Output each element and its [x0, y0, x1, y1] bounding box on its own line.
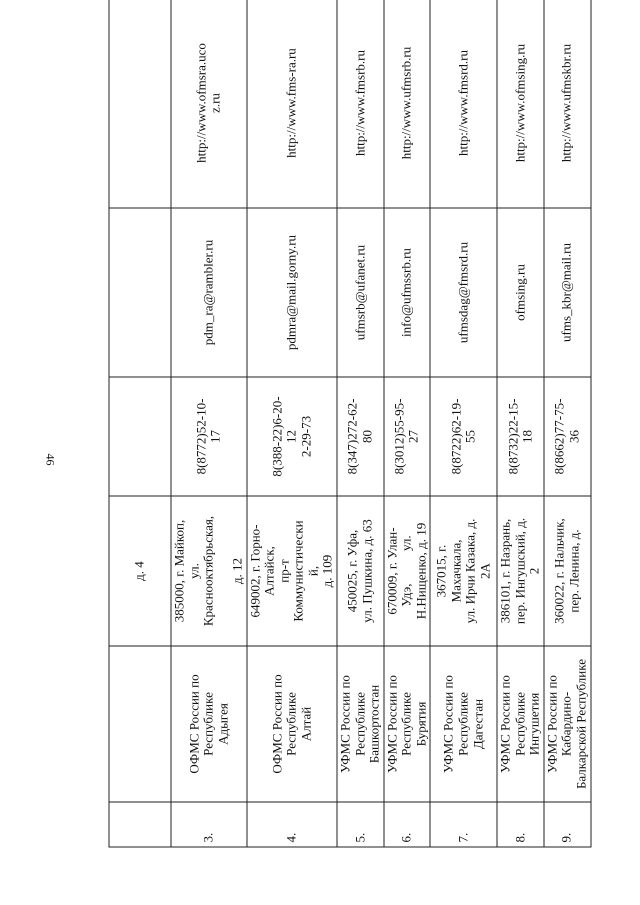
table-row	[497, 0, 544, 847]
cell-site	[384, 0, 431, 208]
cell-name	[384, 646, 431, 802]
cell-num: 4.	[247, 802, 337, 847]
cell-num: 8.	[497, 802, 544, 847]
cell-address	[337, 496, 384, 646]
cell-name	[337, 646, 384, 802]
cell-name	[544, 646, 591, 802]
address-line: Н.Нищенко, д. 19	[413, 522, 429, 619]
cell-phone	[430, 377, 497, 496]
cell-address	[544, 496, 591, 646]
cell-address	[109, 496, 171, 646]
name-line: УФМС России по Республике	[440, 674, 471, 773]
cell-num	[109, 802, 171, 847]
address-line: пер. Ленина, д.	[566, 528, 582, 613]
cell-site	[337, 0, 384, 208]
cell-num: 5.	[337, 802, 384, 847]
table-row	[337, 0, 384, 847]
address-line: й,	[305, 565, 321, 576]
cell-site	[430, 0, 497, 208]
address-line: 386101, г. Назрань,	[497, 518, 513, 623]
cell-email: pdm_ra@rambler.ru	[171, 208, 247, 377]
name-line: Алтай	[298, 706, 314, 741]
site-line: http://www.ufmsrb.ru	[398, 46, 414, 159]
cell-num: 9.	[544, 802, 591, 847]
name-line: УФМС России по Республике	[337, 674, 368, 773]
name-line: Балкарской Республике	[573, 658, 589, 789]
cell-address	[247, 496, 337, 646]
site-line: http://www.ofmsra.uco	[193, 42, 209, 163]
address-line: д. 12	[229, 557, 245, 584]
cell-num: 6.	[384, 802, 431, 847]
cell-phone	[247, 377, 337, 496]
cell-address	[430, 496, 497, 646]
cell-name	[171, 646, 247, 802]
address-line: 450025, г. Уфа,	[344, 529, 360, 612]
address-line: Краснооктябрьская,	[200, 515, 216, 626]
cell-site	[247, 0, 337, 208]
phone-line: 36	[566, 429, 582, 443]
cell-phone	[109, 377, 171, 496]
cell-email: ofmsing.ru	[497, 208, 544, 377]
address-line: д. 4	[131, 560, 147, 581]
cell-address	[497, 496, 544, 646]
address-line: Махачкала,	[448, 539, 464, 602]
site-line: http://www.fms-ra.ru	[283, 47, 299, 158]
cell-phone	[544, 377, 591, 496]
offices-table-rotated	[109, 42, 589, 847]
phone-line: 80	[359, 429, 375, 443]
table-row	[544, 0, 591, 847]
cell-address	[171, 496, 247, 646]
table-row	[384, 0, 431, 847]
phone-line: 8(8662)77-75-	[551, 398, 567, 474]
phone-line: 18	[519, 429, 535, 443]
address-line: ул.	[186, 562, 202, 579]
fms-offices-table	[109, 0, 592, 847]
table-row-continuation	[109, 0, 171, 847]
cell-phone	[384, 377, 431, 496]
site-line: http://www.ofmsing.ru	[512, 43, 528, 162]
cell-name	[430, 646, 497, 802]
address-line: 2А	[477, 562, 493, 579]
cell-name	[109, 646, 171, 802]
address-line: 2	[526, 567, 542, 574]
phone-line: 8(8772)52-10-	[193, 398, 209, 474]
address-line: ул. Пушкина, д. 63	[359, 518, 375, 623]
phone-line: 8(8722)62-19-	[448, 398, 464, 474]
cell-phone	[171, 377, 247, 496]
phone-line: 8(347)272-62-	[344, 398, 360, 474]
name-line: УФМС России по Кабардино-	[544, 674, 574, 773]
site-line: http://www.fmsrb.ru	[352, 49, 368, 156]
table-row	[171, 0, 247, 847]
address-line: пр-т	[276, 558, 292, 583]
address-line: Коммунистически	[290, 519, 306, 622]
cell-site	[171, 0, 247, 208]
table-row	[247, 0, 337, 847]
table-row	[430, 0, 497, 847]
address-line: Удэ, ул.	[398, 534, 414, 607]
phone-line: 27	[405, 429, 421, 443]
address-line: Алтайск,	[261, 545, 277, 596]
name-line: Дагестан	[470, 698, 486, 749]
name-line: Ингушетия	[526, 692, 542, 755]
address-line: ул. Ирчи Казака, д.	[462, 518, 478, 623]
cell-email: ufmsrb@ufanet.ru	[337, 208, 384, 377]
name-line: ОФМС России по Республике	[269, 673, 299, 774]
cell-site	[544, 0, 591, 208]
cell-address	[384, 496, 431, 646]
cell-site	[109, 0, 171, 208]
phone-line: 2-29-73	[298, 415, 314, 457]
phone-line: 8(8732)22-15-	[505, 398, 521, 474]
address-line	[216, 500, 231, 641]
cell-email	[109, 208, 171, 377]
site-line: http://www.fmsrd.ru	[455, 49, 471, 156]
cell-num: 7.	[430, 802, 497, 847]
page-number: 46	[43, 453, 58, 466]
cell-site	[497, 0, 544, 208]
name-line: Адыгея	[215, 702, 231, 745]
phone-line: 8(3012)55-95-	[391, 398, 407, 474]
cell-email: ufmsdag@fmsrd.ru	[430, 208, 497, 377]
address-line: д. 109	[319, 554, 335, 587]
name-line: ОФМС России по Республике	[186, 673, 216, 774]
name-line: Башкортостан	[366, 684, 382, 763]
phone-line: 17	[207, 429, 223, 443]
site-line: z.ru	[207, 92, 223, 113]
cell-name	[497, 646, 544, 802]
cell-email: pdmra@mail.gorny.ru	[247, 208, 337, 377]
cell-email: ufms_kbr@mail.ru	[544, 208, 591, 377]
name-line: УФМС России по Республике	[497, 674, 528, 773]
address-line: 649002, г. Горно-	[247, 523, 263, 618]
cell-num: 3.	[171, 802, 247, 847]
phone-line: 12	[283, 429, 299, 443]
site-line: http://www.ufmskbr.ru	[558, 43, 574, 162]
phone-line: 8(388-22)6-20-	[269, 395, 285, 477]
cell-phone	[337, 377, 384, 496]
cell-name	[247, 646, 337, 802]
address-line: 360022, г. Нальчик,	[551, 517, 567, 624]
address-line: пер. Ингушский, д.	[512, 517, 528, 624]
address-line: 670009, г. Улан-	[384, 526, 400, 615]
cell-phone	[497, 377, 544, 496]
address-line: 385000, г. Майкоп,	[171, 519, 187, 622]
address-line: 367015, г.	[433, 544, 449, 597]
name-line: Бурятия	[413, 701, 429, 746]
cell-email: info@ufmssrb.ru	[384, 208, 431, 377]
name-line: УФМС России по Республике	[384, 674, 414, 773]
phone-line: 55	[462, 429, 478, 443]
